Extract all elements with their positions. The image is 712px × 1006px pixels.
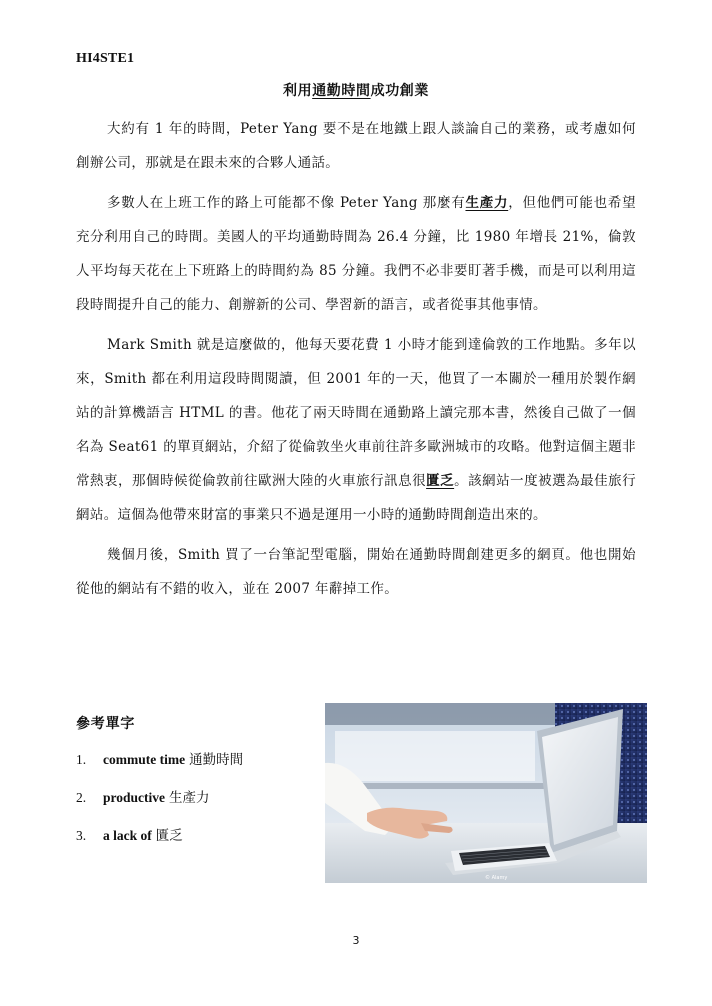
article-title [0, 80, 712, 100]
vocab-item [76, 821, 243, 859]
vocab-english: commute time [103, 752, 186, 767]
vocab-item [76, 783, 243, 821]
keyword-productive: 生產力 [465, 195, 509, 211]
keyword-lack: 匱乏 [426, 473, 455, 489]
vocab-item [76, 745, 243, 783]
vocabulary-list [76, 745, 243, 859]
vocab-chinese: 通勤時間 [189, 752, 244, 768]
paragraph-3-text-rest: 。該網站一度被選為最佳旅行網站。這個為他帶來財富的事業只不過是運用一小時的通勤時間創造出來的。 [76, 473, 637, 523]
article-body [76, 112, 636, 606]
paragraph-2-text: 多數人在上班工作的路上可能都不像 Peter Yang 那麼有 [107, 195, 466, 211]
vocab-number: 1. [76, 752, 87, 767]
vocab-number: 2. [76, 790, 87, 805]
vocabulary-heading: 參考單字 [76, 716, 136, 732]
paragraph-2-text-rest: ，但他們可能也希望充分利用自己的時間。美國人的平均通勤時間為 26.4 分鐘，比 1980 年增長 21%，倫敦人平均每天花在上下班路上的時間約為 85 分鐘。我們不必非要盯著手機，而是可以利用這段時間提升自己的能力、創辦新的公司、學習新的語言，或者從事其他事情。 [76, 195, 636, 313]
title-underlined: 通勤時間 [312, 83, 371, 99]
paragraph-4: 幾個月後，Smith 買了一台筆記型電腦，開始在通勤時間創建更多的網頁。他也開始從他的網站有不錯的收入，並在 2007 年辭掉工作。 [76, 547, 636, 597]
title-pre: 利用 [282, 83, 313, 99]
photo-credit: © Alamy [485, 875, 508, 881]
paragraph-2 [76, 186, 636, 322]
paragraph-1: 大約有 1 年的時間，Peter Yang 要不是在地鐵上跟人談論自己的業務，或考慮如何創辦公司，那就是在跟未來的合夥人通話。 [76, 121, 636, 171]
vocab-number: 3. [76, 828, 87, 843]
vocab-english: a lack of [103, 828, 152, 843]
laptop-on-train-photo [325, 703, 647, 883]
page-number: 3 [352, 934, 360, 947]
paragraph-3 [76, 328, 636, 532]
title-post: 成功創業 [370, 83, 429, 99]
vocab-english: productive [103, 790, 166, 805]
vocab-chinese: 生產力 [169, 790, 210, 806]
vocab-chinese: 匱乏 [155, 828, 183, 844]
paragraph-3-text: Mark Smith 就是這麼做的，他每天要花費 1 小時才能到達倫敦的工作地點。多年以來，Smith 都在利用這段時間閱讀，但 2001 年的一天，他買了一本關於一種用於製作網站的計算機語言 HTML 的書。他花了兩天時間在通勤路上讀完那本書，然後自己做了一個名為 Seat61 的單頁網站，介紹了從倫敦坐火車前往許多歐洲城市的攻略。他對這個主題非常熱衷，那個時候從倫敦前往歐洲大陸的火車旅行訊息很 [76, 337, 636, 489]
course-code: HI4STE1 [76, 51, 135, 66]
